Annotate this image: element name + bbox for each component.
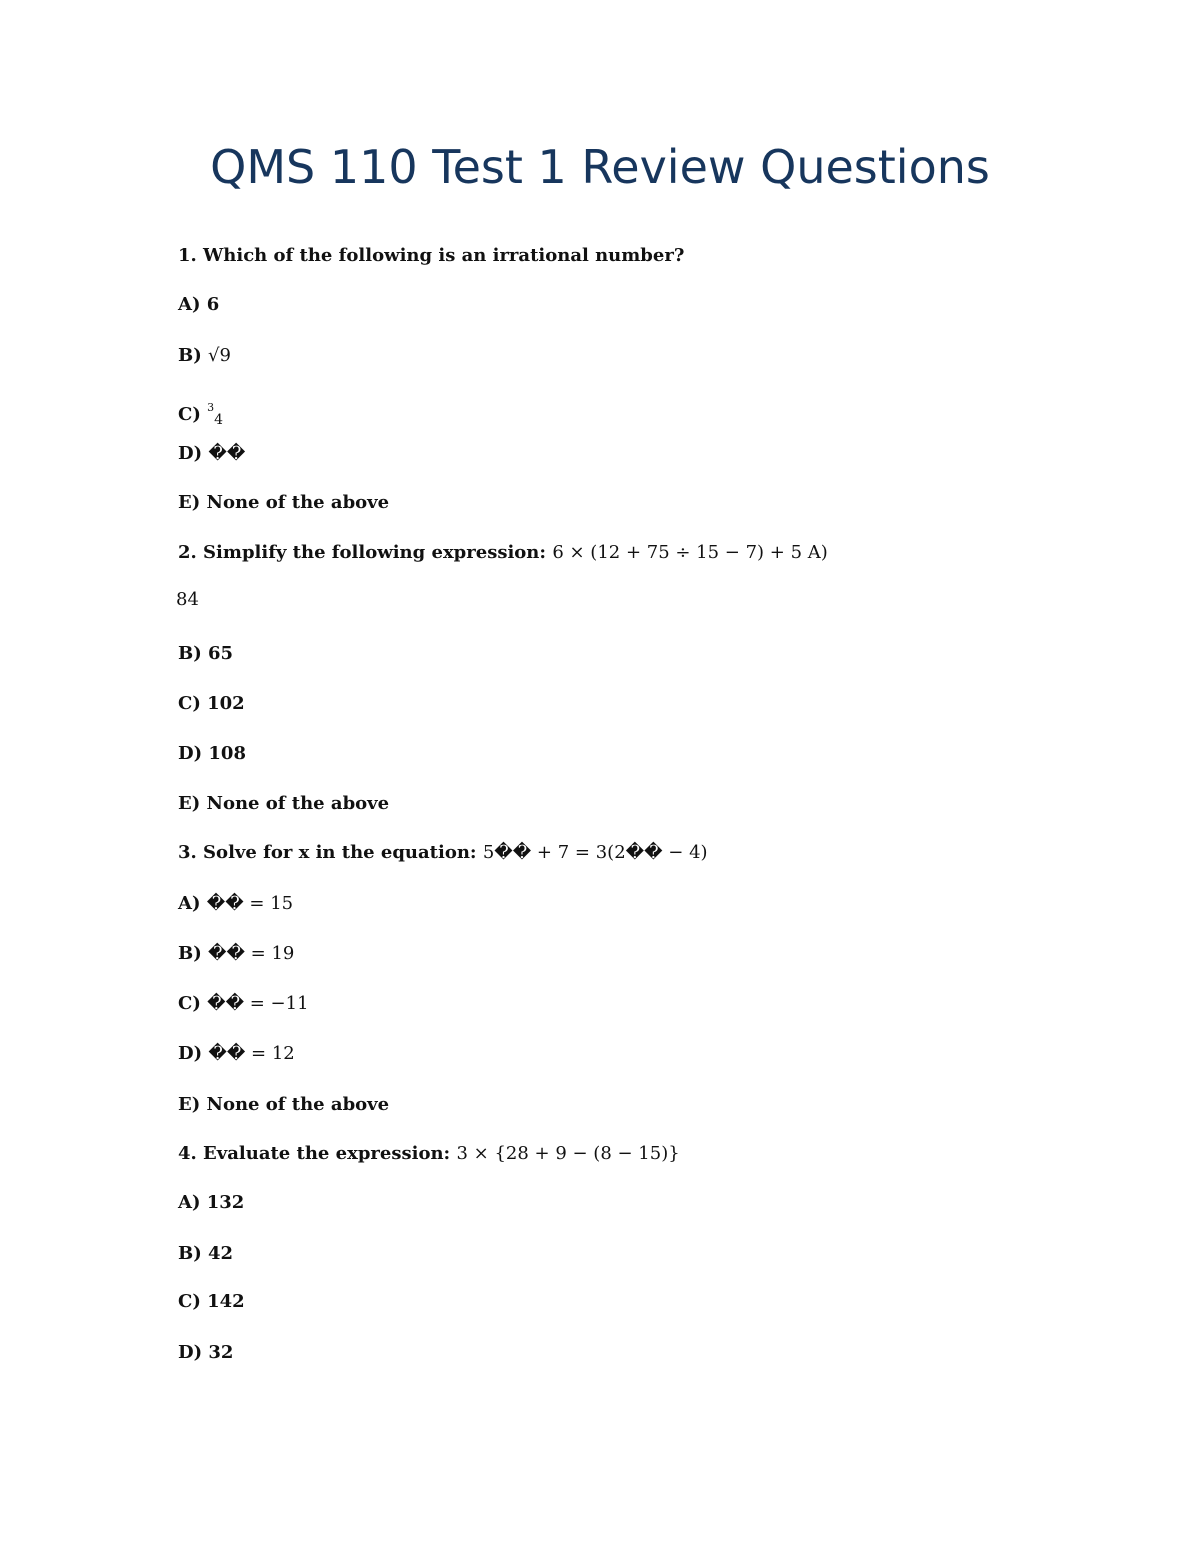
question-2-stem	[178, 542, 828, 564]
option-math-superscript: 3	[207, 401, 215, 414]
question-math: 5�� + 7 = 3(2�� − 4)	[482, 842, 708, 863]
question-4-stem	[178, 1143, 680, 1165]
question-3-option-e: E) None of the above	[178, 1094, 390, 1115]
question-4-option-d: D) 32	[178, 1342, 234, 1363]
option-label: A)	[178, 893, 207, 914]
option-label: B)	[178, 345, 208, 366]
question-3-option-a	[178, 893, 293, 915]
question-1-option-e: E) None of the above	[178, 492, 390, 513]
question-3-stem	[178, 842, 708, 864]
question-2-option-c: C) 102	[178, 693, 245, 714]
question-2-option-d: D) 108	[178, 743, 246, 764]
question-4-option-a: A) 132	[178, 1192, 245, 1213]
option-math: �� = 19	[208, 943, 295, 964]
question-text: 4. Evaluate the expression:	[178, 1143, 457, 1164]
question-1-option-d	[178, 443, 245, 465]
option-math: ��	[208, 443, 246, 464]
option-math: �� = 15	[206, 893, 294, 914]
question-text: 2. Simplify the following expression:	[178, 542, 553, 563]
option-label: C)	[178, 993, 208, 1014]
question-math: 3 × {28 + 9 − (8 − 15)}	[456, 1143, 680, 1164]
question-math: 6 × (12 + 75 ÷ 15 − 7) + 5 A)	[552, 542, 828, 563]
option-label: C)	[178, 404, 208, 425]
question-3-option-b	[178, 943, 294, 965]
question-1-stem: 1. Which of the following is an irrational number?	[178, 245, 685, 266]
option-math-subscript: 4	[214, 412, 224, 428]
question-text: 3. Solve for x in the equation:	[178, 842, 483, 863]
option-label: B)	[178, 943, 208, 964]
question-1-option-a: A) 6	[178, 294, 220, 315]
question-2-option-e: E) None of the above	[178, 793, 390, 814]
question-4-option-c: C) 142	[178, 1291, 245, 1312]
option-label: D)	[178, 443, 209, 464]
question-3-option-d	[178, 1043, 295, 1065]
page-title: QMS 110 Test 1 Review Questions	[210, 140, 990, 194]
question-3-option-c	[178, 993, 309, 1015]
question-1-option-b	[178, 345, 231, 367]
question-2-option-b: B) 65	[178, 643, 234, 664]
option-math: �� = 12	[208, 1043, 295, 1064]
question-1-option-c	[178, 397, 223, 431]
question-4-option-b: B) 42	[178, 1243, 234, 1264]
question-2-option-a-continued: 84	[176, 589, 199, 610]
option-label: D)	[178, 1043, 209, 1064]
option-math: √9	[208, 345, 231, 366]
option-math: �� = −11	[207, 993, 309, 1014]
